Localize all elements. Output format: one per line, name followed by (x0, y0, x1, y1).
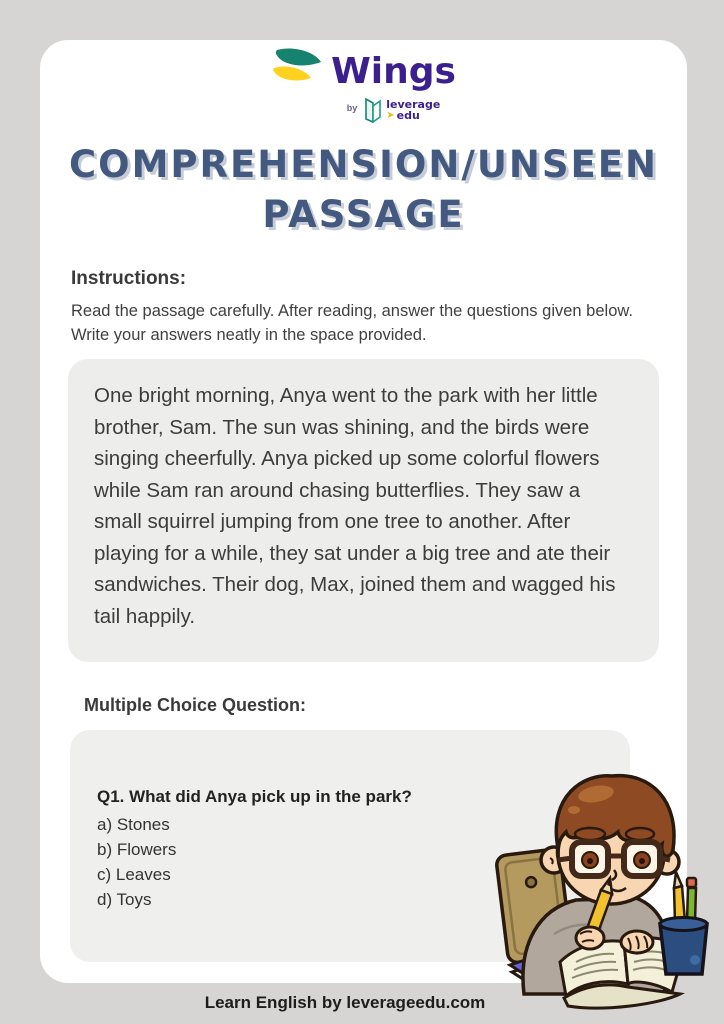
wings-logo-icon (271, 46, 329, 94)
instructions-heading: Instructions: (71, 268, 187, 289)
pencil-cup (660, 872, 707, 974)
edu-line (386, 110, 440, 121)
mcq-option-d: d) Toys (97, 890, 152, 909)
leverage-edu-wordmark (386, 99, 440, 121)
logo-subbrand (100, 97, 687, 123)
mcq-heading: Multiple Choice Question: (84, 695, 307, 715)
mcq-option-c: c) Leaves (97, 865, 171, 884)
logo-row (271, 50, 456, 94)
boy-writing-illustration (484, 766, 724, 1024)
instructions-body: Read the passage carefully. After reading, answer the questions given below. Write your answers neatly in the space provided. (71, 302, 633, 344)
footer-text: Learn English by leverageedu.com (204, 993, 486, 1012)
edu-arrow-icon: ➤ (386, 110, 395, 121)
brand-name: Wings (331, 51, 456, 92)
mcq-option-b: b) Flowers (97, 840, 177, 859)
passage-text: One bright morning, Anya went to the park with her little brother, Sam. The sun was shining, and the birds were singing cheerfully. Anya picked up some colorful flowers while Sam ran around chasing butterflies. They saw a small squirrel jumping from one tree to another. After playing for a while, they sat under a big tree and ate their sandwiches. Their dog, Max, joined them and wagged his tail happily. (94, 384, 616, 628)
logo-by-label: by (346, 103, 358, 113)
page-title (40, 140, 687, 240)
mcq-question: Q1. What did Anya pick up in the park? (97, 787, 412, 806)
leverage-label: leverage (386, 98, 441, 111)
mcq-option-a: a) Stones (97, 815, 170, 834)
page-title-line1: COMPREHENSION/UNSEEN (68, 143, 659, 186)
leverage-edu-book-icon (363, 97, 383, 123)
leverage-edu-logo (363, 97, 440, 123)
edu-label: edu (396, 109, 420, 122)
passage-box (68, 359, 659, 662)
logo-block (40, 50, 687, 123)
instructions-section (71, 268, 661, 347)
page-title-line2: PASSAGE (262, 193, 465, 236)
